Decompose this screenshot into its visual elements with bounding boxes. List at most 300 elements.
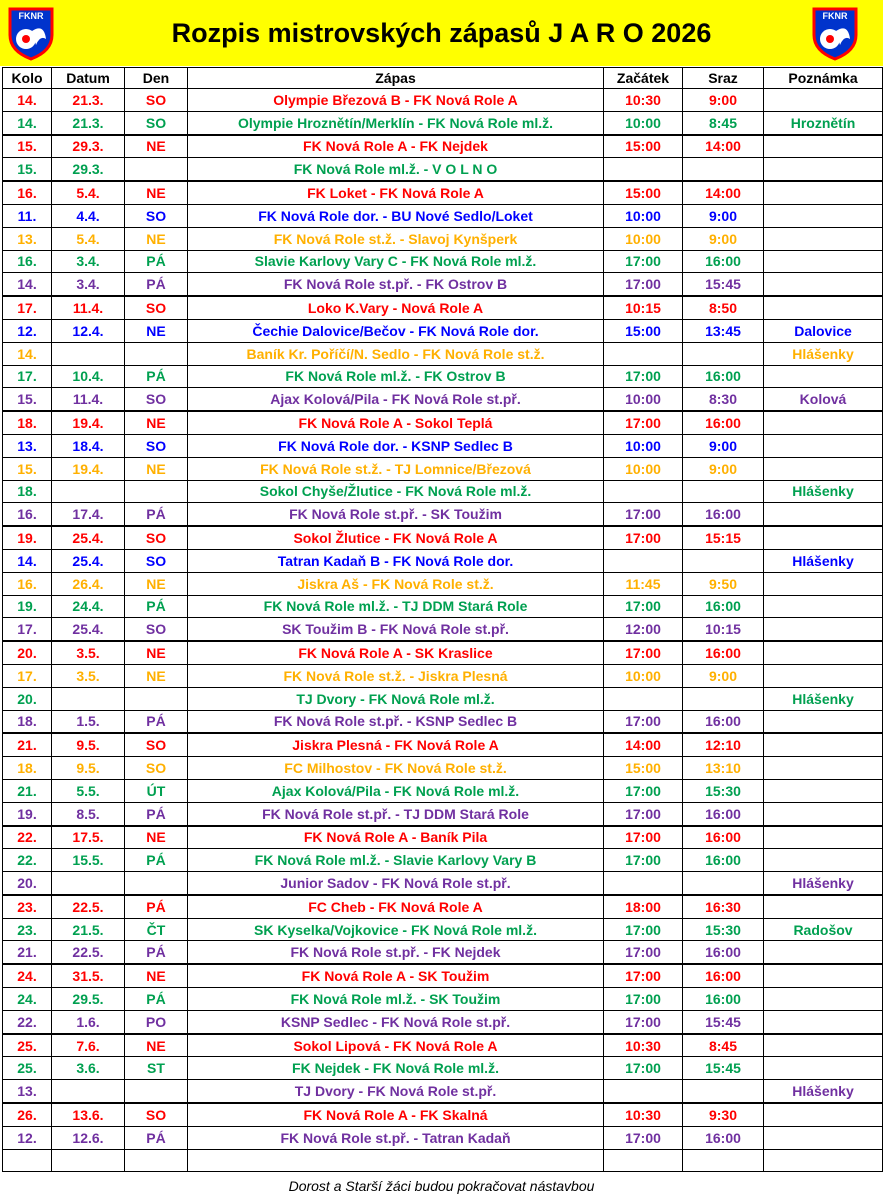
cell-kolo: 11. <box>3 204 52 227</box>
cell-poznamka <box>764 802 883 825</box>
cell-datum: 21.3. <box>52 89 125 112</box>
table-row <box>3 388 883 411</box>
cell-poznamka <box>764 296 883 319</box>
cell-zapas: FK Nová Role A - FK Skalná <box>188 1103 604 1126</box>
cell-zacatek <box>604 158 683 181</box>
cell-poznamka: Dalovice <box>764 319 883 342</box>
cell-poznamka <box>764 988 883 1011</box>
cell-sraz: 15:45 <box>683 1010 764 1033</box>
cell-poznamka <box>764 572 883 595</box>
cell-sraz: 16:00 <box>683 411 764 434</box>
cell-den: PÁ <box>125 941 188 964</box>
cell-zacatek: 15:00 <box>604 757 683 780</box>
cell-kolo: 16. <box>3 503 52 526</box>
cell-sraz: 13:10 <box>683 757 764 780</box>
cell-poznamka <box>764 503 883 526</box>
cell-kolo: 24. <box>3 964 52 987</box>
cell-zapas: Sokol Lipová - FK Nová Role A <box>188 1034 604 1057</box>
cell-kolo: 21. <box>3 733 52 756</box>
cell-sraz: 16:30 <box>683 895 764 918</box>
cell-zacatek: 17:00 <box>604 849 683 872</box>
cell-den: PÁ <box>125 250 188 273</box>
cell-datum: 7.6. <box>52 1034 125 1057</box>
cell-zacatek: 10:30 <box>604 1103 683 1126</box>
cell-den: PÁ <box>125 503 188 526</box>
table-row <box>3 1010 883 1033</box>
cell-den: SO <box>125 296 188 319</box>
cell-poznamka <box>764 250 883 273</box>
cell-den <box>125 342 188 365</box>
cell-poznamka <box>764 1010 883 1033</box>
cell-sraz: 14:00 <box>683 135 764 158</box>
cell-zacatek: 11:45 <box>604 572 683 595</box>
cell-kolo: 25. <box>3 1034 52 1057</box>
cell-kolo: 17. <box>3 618 52 641</box>
cell-zapas <box>188 1149 604 1172</box>
cell-zacatek: 17:00 <box>604 641 683 664</box>
cell-sraz: 9:30 <box>683 1103 764 1126</box>
cell-datum: 26.4. <box>52 572 125 595</box>
cell-sraz: 15:15 <box>683 526 764 549</box>
cell-zapas: Ajax Kolová/Pila - FK Nová Role ml.ž. <box>188 779 604 802</box>
cell-zapas: FK Nová Role st.př. - FK Ostrov B <box>188 273 604 296</box>
table-row <box>3 1080 883 1103</box>
cell-datum: 19.4. <box>52 457 125 480</box>
table-row <box>3 1057 883 1080</box>
table-row <box>3 204 883 227</box>
cell-sraz: 8:45 <box>683 1034 764 1057</box>
cell-kolo: 21. <box>3 941 52 964</box>
cell-poznamka <box>764 457 883 480</box>
table-row <box>3 618 883 641</box>
cell-kolo: 15. <box>3 135 52 158</box>
cell-sraz: 16:00 <box>683 964 764 987</box>
table-row <box>3 480 883 503</box>
table-row <box>3 365 883 388</box>
cell-zapas: FK Nová Role dor. - BU Nové Sedlo/Loket <box>188 204 604 227</box>
cell-den <box>125 1080 188 1103</box>
cell-kolo: 15. <box>3 388 52 411</box>
cell-kolo: 17. <box>3 296 52 319</box>
cell-poznamka: Kolová <box>764 388 883 411</box>
cell-poznamka <box>764 227 883 250</box>
cell-den <box>125 687 188 710</box>
cell-datum: 10.4. <box>52 365 125 388</box>
cell-zacatek: 17:00 <box>604 503 683 526</box>
cell-sraz: 9:00 <box>683 89 764 112</box>
cell-kolo: 13. <box>3 1080 52 1103</box>
cell-zacatek: 17:00 <box>604 250 683 273</box>
cell-zacatek <box>604 687 683 710</box>
table-row <box>3 988 883 1011</box>
cell-den: NE <box>125 572 188 595</box>
table-row <box>3 342 883 365</box>
cell-zapas: FK Nová Role ml.ž. - TJ DDM Stará Role <box>188 595 604 618</box>
cell-kolo: 14. <box>3 273 52 296</box>
cell-zacatek: 10:30 <box>604 1034 683 1057</box>
cell-kolo: 22. <box>3 826 52 849</box>
table-row <box>3 964 883 987</box>
cell-poznamka <box>764 181 883 204</box>
cell-den: SO <box>125 549 188 572</box>
cell-datum: 3.4. <box>52 250 125 273</box>
header-bar <box>0 0 883 66</box>
table-row <box>3 826 883 849</box>
cell-den: NE <box>125 964 188 987</box>
cell-sraz: 16:00 <box>683 250 764 273</box>
cell-zapas: FK Nová Role A - Sokol Teplá <box>188 411 604 434</box>
cell-poznamka <box>764 1126 883 1149</box>
table-row <box>3 757 883 780</box>
cell-den: NE <box>125 826 188 849</box>
cell-zapas: SK Toužim B - FK Nová Role st.př. <box>188 618 604 641</box>
column-header-den: Den <box>125 68 188 89</box>
cell-zapas: Loko K.Vary - Nová Role A <box>188 296 604 319</box>
cell-datum: 4.4. <box>52 204 125 227</box>
table-row <box>3 549 883 572</box>
cell-zapas: FK Nová Role ml.ž. - V O L N O <box>188 158 604 181</box>
cell-poznamka <box>764 641 883 664</box>
cell-kolo: 25. <box>3 1057 52 1080</box>
cell-zacatek: 15:00 <box>604 135 683 158</box>
cell-poznamka <box>764 664 883 687</box>
cell-den: PÁ <box>125 849 188 872</box>
schedule-body <box>3 89 883 1172</box>
cell-den: SO <box>125 733 188 756</box>
cell-den: PÁ <box>125 802 188 825</box>
cell-datum: 3.5. <box>52 664 125 687</box>
cell-den: NE <box>125 319 188 342</box>
cell-datum: 25.4. <box>52 549 125 572</box>
cell-zapas: FK Nová Role st.ž. - TJ Lomnice/Březová <box>188 457 604 480</box>
cell-sraz: 8:45 <box>683 111 764 134</box>
table-row <box>3 1103 883 1126</box>
cell-sraz: 16:00 <box>683 641 764 664</box>
cell-zacatek: 17:00 <box>604 988 683 1011</box>
table-row <box>3 273 883 296</box>
cell-zacatek: 17:00 <box>604 1126 683 1149</box>
cell-zapas: Sokol Žlutice - FK Nová Role A <box>188 526 604 549</box>
cell-kolo: 23. <box>3 918 52 941</box>
cell-zapas: FK Nová Role A - SK Kraslice <box>188 641 604 664</box>
cell-zapas: FK Nová Role dor. - KSNP Sedlec B <box>188 434 604 457</box>
cell-sraz <box>683 158 764 181</box>
cell-sraz: 16:00 <box>683 988 764 1011</box>
cell-kolo: 14. <box>3 342 52 365</box>
table-row <box>3 710 883 733</box>
table-row <box>3 135 883 158</box>
cell-zapas: FK Nová Role st.ž. - Jiskra Plesná <box>188 664 604 687</box>
cell-den: SO <box>125 757 188 780</box>
cell-datum <box>52 342 125 365</box>
cell-datum: 22.5. <box>52 941 125 964</box>
cell-poznamka <box>764 1149 883 1172</box>
cell-poznamka <box>764 849 883 872</box>
cell-sraz <box>683 687 764 710</box>
cell-datum: 24.4. <box>52 595 125 618</box>
cell-sraz: 10:15 <box>683 618 764 641</box>
cell-zapas: Slavie Karlovy Vary C - FK Nová Role ml.ž. <box>188 250 604 273</box>
table-row <box>3 641 883 664</box>
cell-poznamka: Hlášenky <box>764 687 883 710</box>
cell-zacatek: 14:00 <box>604 733 683 756</box>
cell-den <box>125 1149 188 1172</box>
cell-zacatek: 17:00 <box>604 526 683 549</box>
cell-zapas: FK Nejdek - FK Nová Role ml.ž. <box>188 1057 604 1080</box>
cell-poznamka <box>764 434 883 457</box>
cell-poznamka <box>764 710 883 733</box>
cell-kolo: 22. <box>3 849 52 872</box>
cell-poznamka <box>764 733 883 756</box>
cell-zapas: FK Loket - FK Nová Role A <box>188 181 604 204</box>
cell-kolo: 12. <box>3 319 52 342</box>
cell-poznamka <box>764 826 883 849</box>
cell-zacatek: 17:00 <box>604 941 683 964</box>
cell-zapas: Ajax Kolová/Pila - FK Nová Role st.př. <box>188 388 604 411</box>
cell-datum: 5.4. <box>52 181 125 204</box>
cell-sraz: 14:00 <box>683 181 764 204</box>
club-logo-right <box>810 5 860 61</box>
cell-sraz: 8:30 <box>683 388 764 411</box>
cell-sraz: 16:00 <box>683 1126 764 1149</box>
cell-kolo: 12. <box>3 1126 52 1149</box>
cell-kolo: 19. <box>3 802 52 825</box>
cell-datum: 1.5. <box>52 710 125 733</box>
cell-kolo: 13. <box>3 434 52 457</box>
cell-den: PÁ <box>125 988 188 1011</box>
cell-sraz: 16:00 <box>683 826 764 849</box>
table-row <box>3 319 883 342</box>
cell-zacatek: 10:00 <box>604 434 683 457</box>
cell-sraz: 9:50 <box>683 572 764 595</box>
cell-datum: 5.5. <box>52 779 125 802</box>
cell-zacatek <box>604 1080 683 1103</box>
cell-poznamka <box>764 526 883 549</box>
table-row <box>3 111 883 134</box>
cell-poznamka <box>764 1034 883 1057</box>
schedule-table <box>2 67 883 1172</box>
cell-den: PÁ <box>125 273 188 296</box>
cell-den: NE <box>125 457 188 480</box>
cell-kolo: 22. <box>3 1010 52 1033</box>
cell-sraz: 15:30 <box>683 779 764 802</box>
cell-zapas: FK Nová Role ml.ž. - SK Toužim <box>188 988 604 1011</box>
cell-zapas: FK Nová Role st.př. - Tatran Kadaň <box>188 1126 604 1149</box>
cell-datum: 31.5. <box>52 964 125 987</box>
cell-datum: 29.3. <box>52 158 125 181</box>
cell-poznamka <box>764 595 883 618</box>
cell-zapas: FK Nová Role st.př. - FK Nejdek <box>188 941 604 964</box>
cell-datum: 29.5. <box>52 988 125 1011</box>
cell-datum: 5.4. <box>52 227 125 250</box>
cell-datum: 19.4. <box>52 411 125 434</box>
table-row <box>3 1149 883 1172</box>
cell-zacatek: 17:00 <box>604 273 683 296</box>
cell-den: PÁ <box>125 895 188 918</box>
cell-kolo: 14. <box>3 549 52 572</box>
cell-sraz: 15:45 <box>683 273 764 296</box>
cell-zapas: Sokol Chyše/Žlutice - FK Nová Role ml.ž. <box>188 480 604 503</box>
cell-kolo: 14. <box>3 89 52 112</box>
cell-zacatek <box>604 342 683 365</box>
cell-den: PÁ <box>125 365 188 388</box>
cell-sraz: 15:45 <box>683 1057 764 1080</box>
cell-kolo: 23. <box>3 895 52 918</box>
cell-den <box>125 158 188 181</box>
cell-zapas: KSNP Sedlec - FK Nová Role st.př. <box>188 1010 604 1033</box>
cell-sraz: 16:00 <box>683 802 764 825</box>
cell-den: PÁ <box>125 1126 188 1149</box>
table-row <box>3 733 883 756</box>
cell-datum: 3.4. <box>52 273 125 296</box>
cell-poznamka <box>764 941 883 964</box>
table-row <box>3 457 883 480</box>
cell-kolo: 18. <box>3 411 52 434</box>
cell-sraz: 13:45 <box>683 319 764 342</box>
cell-datum: 12.6. <box>52 1126 125 1149</box>
table-row <box>3 941 883 964</box>
cell-datum <box>52 1149 125 1172</box>
cell-zacatek <box>604 1149 683 1172</box>
cell-poznamka: Hlášenky <box>764 480 883 503</box>
cell-sraz <box>683 480 764 503</box>
cell-kolo: 26. <box>3 1103 52 1126</box>
cell-sraz: 8:50 <box>683 296 764 319</box>
cell-sraz: 16:00 <box>683 710 764 733</box>
cell-zacatek: 10:00 <box>604 227 683 250</box>
cell-kolo: 18. <box>3 757 52 780</box>
cell-zacatek: 17:00 <box>604 802 683 825</box>
cell-poznamka <box>764 135 883 158</box>
cell-den: SO <box>125 388 188 411</box>
cell-sraz: 9:00 <box>683 434 764 457</box>
cell-zapas: FC Milhostov - FK Nová Role st.ž. <box>188 757 604 780</box>
cell-den: NE <box>125 227 188 250</box>
cell-sraz: 15:30 <box>683 918 764 941</box>
cell-sraz <box>683 342 764 365</box>
cell-zapas: FK Nová Role st.př. - TJ DDM Stará Role <box>188 802 604 825</box>
cell-den: SO <box>125 618 188 641</box>
cell-zacatek: 17:00 <box>604 411 683 434</box>
cell-zapas: Jiskra Aš - FK Nová Role st.ž. <box>188 572 604 595</box>
cell-poznamka <box>764 757 883 780</box>
cell-kolo: 20. <box>3 872 52 895</box>
cell-datum: 21.5. <box>52 918 125 941</box>
cell-zapas: Tatran Kadaň B - FK Nová Role dor. <box>188 549 604 572</box>
table-row <box>3 687 883 710</box>
cell-kolo: 17. <box>3 664 52 687</box>
logo-text: FKNR <box>18 11 44 21</box>
table-row <box>3 779 883 802</box>
cell-poznamka: Hlášenky <box>764 342 883 365</box>
cell-poznamka: Hlášenky <box>764 549 883 572</box>
cell-den: ČT <box>125 918 188 941</box>
cell-poznamka: Hlášenky <box>764 1080 883 1103</box>
cell-zapas: Čechie Dalovice/Bečov - FK Nová Role dor. <box>188 319 604 342</box>
cell-poznamka <box>764 411 883 434</box>
cell-datum: 29.3. <box>52 135 125 158</box>
table-row <box>3 411 883 434</box>
cell-zacatek: 17:00 <box>604 779 683 802</box>
table-row <box>3 849 883 872</box>
table-row <box>3 1034 883 1057</box>
cell-datum: 8.5. <box>52 802 125 825</box>
cell-sraz: 16:00 <box>683 503 764 526</box>
table-row <box>3 181 883 204</box>
logo-text: FKNR <box>822 11 848 21</box>
cell-kolo: 15. <box>3 457 52 480</box>
cell-poznamka <box>764 158 883 181</box>
cell-zapas: FK Nová Role A - SK Toužim <box>188 964 604 987</box>
cell-zapas: TJ Dvory - FK Nová Role st.př. <box>188 1080 604 1103</box>
cell-kolo: 18. <box>3 480 52 503</box>
cell-datum <box>52 1080 125 1103</box>
cell-den: NE <box>125 411 188 434</box>
table-row <box>3 595 883 618</box>
cell-den: PO <box>125 1010 188 1033</box>
cell-zapas: Baník Kr. Poříčí/N. Sedlo - FK Nová Role st.ž. <box>188 342 604 365</box>
cell-zacatek: 17:00 <box>604 964 683 987</box>
cell-zapas: FK Nová Role st.ž. - Slavoj Kynšperk <box>188 227 604 250</box>
page-title: Rozpis mistrovských zápasů J A R O 2026 <box>171 18 712 48</box>
column-header-poznamka: Poznámka <box>764 68 883 89</box>
cell-poznamka <box>764 964 883 987</box>
cell-sraz: 16:00 <box>683 849 764 872</box>
cell-kolo: 24. <box>3 988 52 1011</box>
cell-poznamka <box>764 273 883 296</box>
cell-poznamka <box>764 89 883 112</box>
cell-sraz: 9:00 <box>683 204 764 227</box>
cell-zacatek: 10:00 <box>604 457 683 480</box>
cell-zacatek: 10:30 <box>604 89 683 112</box>
cell-zacatek: 17:00 <box>604 365 683 388</box>
cell-zacatek: 18:00 <box>604 895 683 918</box>
cell-zacatek: 12:00 <box>604 618 683 641</box>
table-row <box>3 572 883 595</box>
cell-zapas: Junior Sadov - FK Nová Role st.př. <box>188 872 604 895</box>
cell-zacatek: 10:00 <box>604 664 683 687</box>
cell-datum: 21.3. <box>52 111 125 134</box>
cell-kolo: 18. <box>3 710 52 733</box>
cell-datum: 9.5. <box>52 733 125 756</box>
cell-den: NE <box>125 664 188 687</box>
table-row <box>3 296 883 319</box>
cell-zacatek <box>604 480 683 503</box>
cell-poznamka <box>764 779 883 802</box>
cell-kolo: 13. <box>3 227 52 250</box>
cell-sraz <box>683 549 764 572</box>
table-row <box>3 227 883 250</box>
cell-kolo: 21. <box>3 779 52 802</box>
cell-kolo: 16. <box>3 572 52 595</box>
cell-den: ÚT <box>125 779 188 802</box>
cell-zacatek: 10:00 <box>604 204 683 227</box>
cell-datum: 3.5. <box>52 641 125 664</box>
cell-zapas: FK Nová Role A - FK Nejdek <box>188 135 604 158</box>
table-row <box>3 158 883 181</box>
cell-den: NE <box>125 181 188 204</box>
cell-datum: 18.4. <box>52 434 125 457</box>
cell-sraz: 16:00 <box>683 595 764 618</box>
cell-sraz: 16:00 <box>683 365 764 388</box>
cell-den: NE <box>125 1034 188 1057</box>
cell-kolo: 16. <box>3 250 52 273</box>
cell-poznamka: Hroznětín <box>764 111 883 134</box>
cell-kolo: 19. <box>3 526 52 549</box>
cell-sraz <box>683 1149 764 1172</box>
cell-den: SO <box>125 204 188 227</box>
table-row <box>3 1126 883 1149</box>
